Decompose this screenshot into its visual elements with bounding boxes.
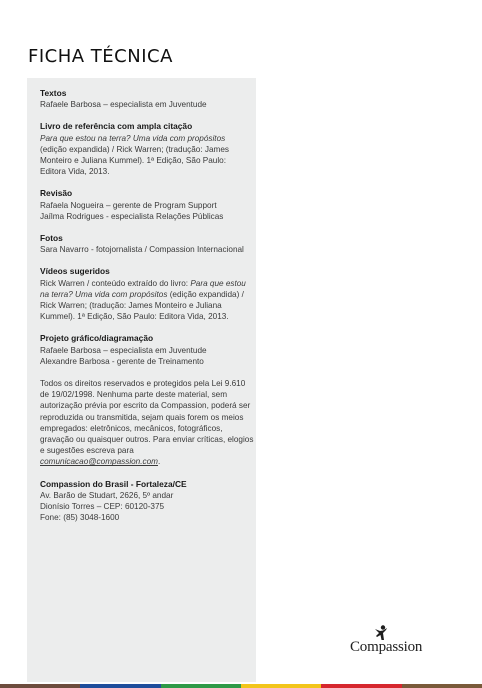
stripe-segment: [241, 684, 321, 688]
stripe-segment: [80, 684, 160, 688]
section-heading: Livro de referência com ampla citação: [40, 121, 193, 132]
credit-line: Sara Navarro - fotojornalista / Compassion Internacional: [40, 245, 244, 255]
rights-period: .: [157, 457, 161, 467]
color-stripe: [0, 684, 482, 688]
phone-line: Fone: (85) 3048-1600: [40, 513, 120, 523]
stripe-segment: [402, 684, 482, 688]
section-heading: Revisão: [40, 188, 73, 199]
address-line: Av. Barão de Studart, 2626, 5º andar: [40, 490, 174, 500]
section-fotos: [40, 233, 254, 255]
credit-line: Rafaele Barbosa – especialista em Juventude: [40, 100, 207, 110]
rights-text: Todos os direitos reservados e protegidos pela Lei 9.610 de 19/02/1998. Nenhuma parte deste material, sem autorização prévia por escrito da Compassion, poderá ser reproduzida ou transmitida, sejam quais forem os meios empregados: eletrônicos, mecânicos, fotográficos, gravação ou quaisquer outros. Para enviar críticas, elogios e sugestões escreva para: [40, 379, 254, 456]
rights-paragraph: [40, 378, 254, 468]
book-title: Para que estou na terra? Uma vida com propósitos: [40, 278, 246, 299]
stripe-segment: [321, 684, 401, 688]
email-link[interactable]: comunicacao@compassion.com: [40, 457, 158, 467]
video-citation: [40, 278, 254, 323]
credits-content: [40, 88, 254, 535]
video-pre: Rick Warren / conteúdo extraído do livro:: [40, 278, 191, 288]
credit-line: Rafaele Barbosa – especialista em Juventude: [40, 345, 207, 355]
page-title: FICHA TÉCNICA: [28, 46, 173, 67]
section-heading: Fotos: [40, 233, 63, 244]
section-address: [40, 479, 254, 524]
book-details: (edição expandida) / Rick Warren; (tradução: James Monteiro e Juliana Kummel). 1ª Edição, São Paulo: Editora Vida, 2013.: [40, 144, 229, 177]
book-title: Para que estou na terra? Uma vida com propósitos: [40, 133, 226, 143]
stripe-segment: [161, 684, 241, 688]
book-citation: [40, 133, 254, 178]
section-revisao: [40, 188, 254, 222]
section-heading: Vídeos sugeridos: [40, 266, 110, 277]
video-post: (edição expandida) / Rick Warren; (tradução: James Monteiro e Juliana Kummel). 1ª Edição, São Paulo: Editora Vida, 2013.: [40, 289, 244, 322]
credit-line: Alexandre Barbosa - gerente de Treinamento: [40, 356, 204, 366]
credit-line: Jaílma Rodrigues - especialista Relações Públicas: [40, 211, 224, 221]
credit-line: Rafaela Nogueira – gerente de Program Support: [40, 200, 217, 210]
compassion-logo: [348, 625, 440, 657]
stripe-segment: [0, 684, 80, 688]
section-heading: Projeto gráfico/diagramação: [40, 333, 154, 344]
rights-notice: [40, 378, 254, 468]
section-livro: [40, 121, 254, 177]
section-projeto: [40, 333, 254, 367]
section-heading: Compassion do Brasil - Fortaleza/CE: [40, 478, 187, 489]
address-line: Dionísio Torres – CEP: 60120-375: [40, 502, 165, 512]
section-videos: [40, 266, 254, 322]
logo-wordmark: Compassion: [350, 639, 423, 655]
section-heading: Textos: [40, 88, 67, 98]
section-textos: [40, 88, 254, 110]
